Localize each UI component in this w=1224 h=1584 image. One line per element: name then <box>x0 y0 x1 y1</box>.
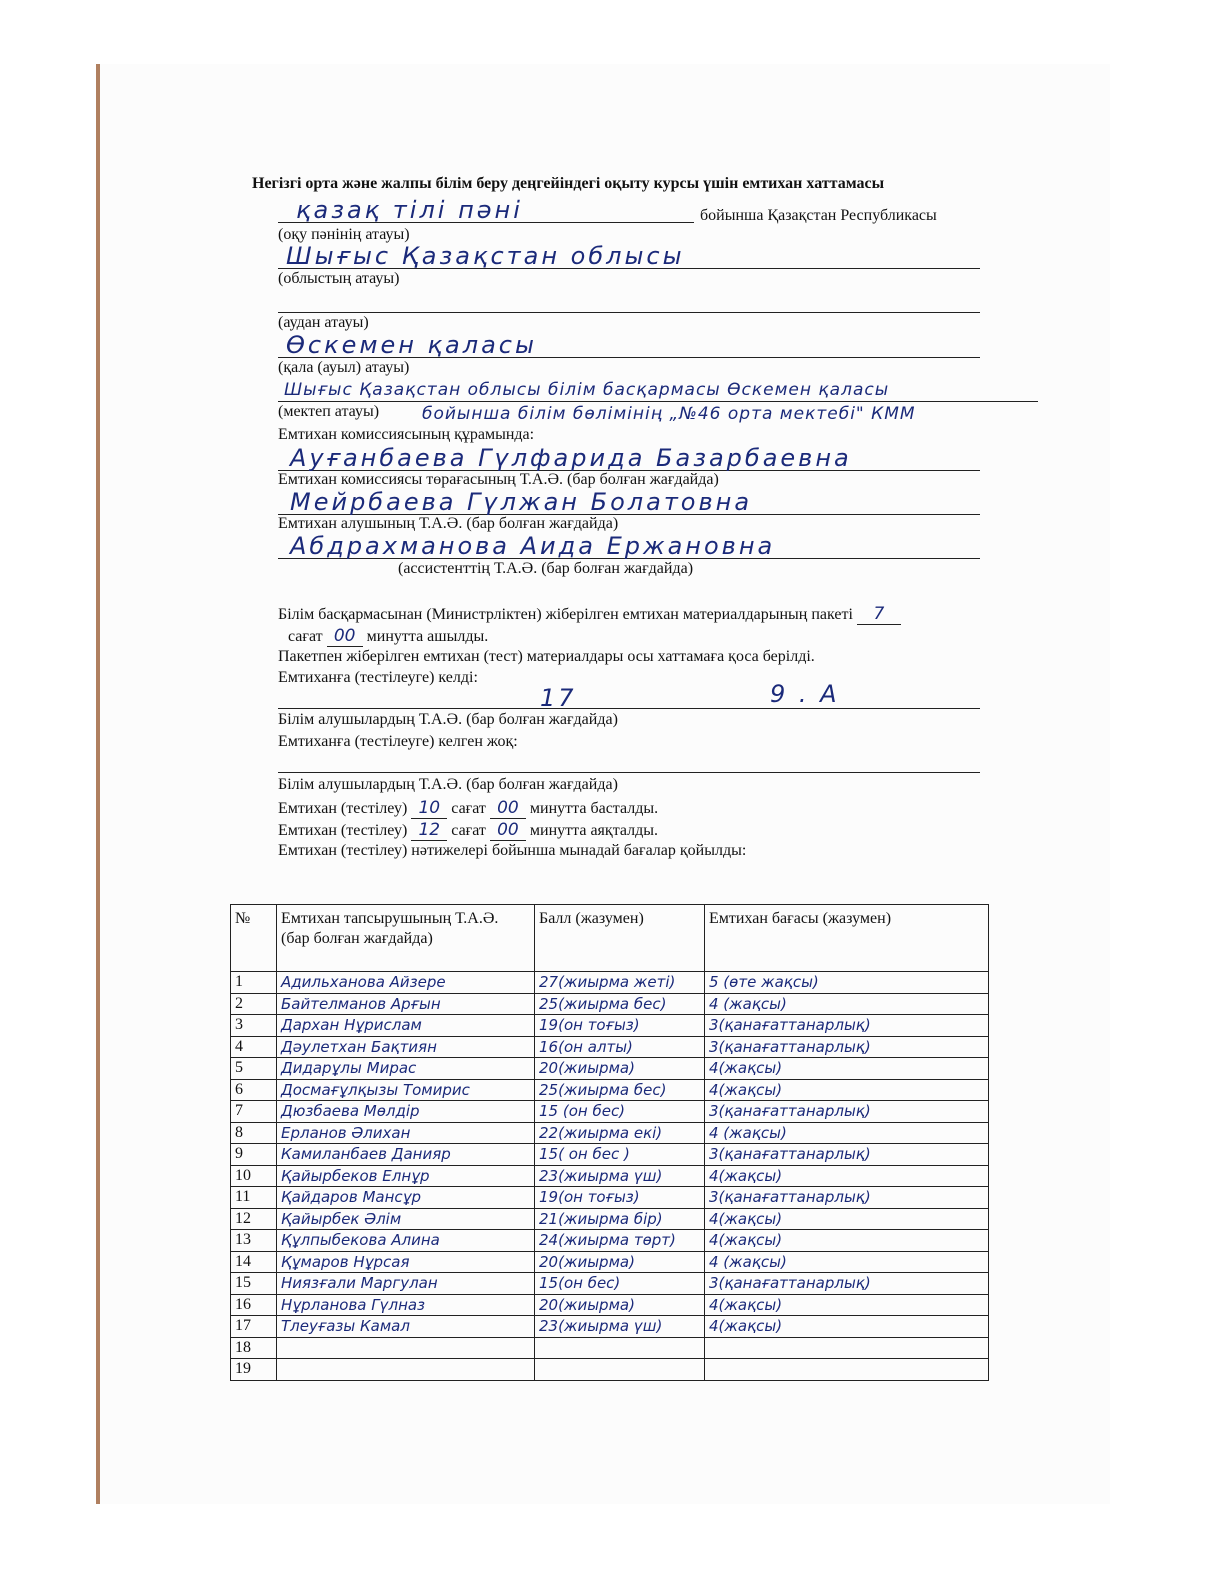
student-name: Тлеуғазы Камал <box>277 1316 535 1338</box>
district-line <box>278 312 980 313</box>
start-prefix: Емтихан (тестілеу) <box>278 800 408 817</box>
attended-count: 17 <box>540 684 577 712</box>
table-row <box>231 1144 989 1166</box>
start-time <box>278 798 658 819</box>
student-score: 19(он тоғыз) <box>535 1015 705 1037</box>
subject-suffix: бойынша Қазақстан Республикасы <box>700 207 937 224</box>
student-grade: 4 (жақсы) <box>705 1122 989 1144</box>
student-grade: 5 (өте жақсы) <box>705 972 989 994</box>
student-grade: 3(қанағаттанарлық) <box>705 1015 989 1037</box>
table-row <box>231 1036 989 1058</box>
grades-table <box>230 904 989 1381</box>
row-number: 3 <box>231 1015 277 1037</box>
row-number: 6 <box>231 1079 277 1101</box>
end-minute-value: 00 <box>497 820 519 840</box>
student-name: Ниязғали Маргулан <box>277 1273 535 1295</box>
row-number: 1 <box>231 972 277 994</box>
header-score: Балл (жазумен) <box>535 905 705 972</box>
table-row <box>231 1165 989 1187</box>
row-number: 4 <box>231 1036 277 1058</box>
grades-body <box>231 972 989 1381</box>
header-name: Емтихан тапсырушының Т.А.Ә. (бар болған жағдайда) <box>277 905 535 972</box>
package-text-before: Білім басқармасынан (Министрліктен) жіберілген емтихан материалдарының пакеті <box>278 606 853 623</box>
student-name: Досмағұлқызы Томирис <box>277 1079 535 1101</box>
package-hour-blank <box>857 604 901 625</box>
row-number: 19 <box>231 1359 277 1381</box>
package-attached: Пакетпен жіберілген емтихан (тест) материалдары осы хаттамаға қоса берілді. <box>278 648 815 665</box>
student-score: 19(он тоғыз) <box>535 1187 705 1209</box>
student-name <box>277 1359 535 1381</box>
student-score: 22(жиырма екі) <box>535 1122 705 1144</box>
school-value-line2: бойынша білім бөлімінің „№46 орта мектебі" КММ <box>422 404 916 424</box>
start-minute-blank <box>490 798 526 819</box>
student-name: Қайдаров Мансұр <box>277 1187 535 1209</box>
student-name: Нұрланова Гүлназ <box>277 1294 535 1316</box>
table-header-row <box>231 905 989 972</box>
student-grade: 4(жақсы) <box>705 1316 989 1338</box>
row-number: 17 <box>231 1316 277 1338</box>
row-number: 18 <box>231 1337 277 1359</box>
attended-label: Емтиханға (тестілеуге) келді: <box>278 669 478 686</box>
assistant-value: Абдрахманова Аида Ержановна <box>290 532 776 560</box>
student-grade <box>705 1337 989 1359</box>
absent-line <box>278 772 980 773</box>
row-number: 15 <box>231 1273 277 1295</box>
student-score: 20(жиырма) <box>535 1058 705 1080</box>
table-row <box>231 1273 989 1295</box>
package-minute-text: минутта ашылды. <box>366 628 489 645</box>
region-value: Шығыс Қазақстан облысы <box>286 242 685 270</box>
end-time <box>278 820 658 841</box>
table-row <box>231 1079 989 1101</box>
row-number: 5 <box>231 1058 277 1080</box>
absent-label: Емтиханға (тестілеуге) келген жоқ: <box>278 733 518 750</box>
student-grade: 4 (жақсы) <box>705 1251 989 1273</box>
row-number: 9 <box>231 1144 277 1166</box>
results-text: Емтихан (тестілеу) нәтижелері бойынша мынадай бағалар қойылды: <box>278 842 747 859</box>
row-number: 14 <box>231 1251 277 1273</box>
student-grade: 3(қанағаттанарлық) <box>705 1273 989 1295</box>
row-number: 16 <box>231 1294 277 1316</box>
student-score: 27(жиырма жеті) <box>535 972 705 994</box>
package-hour-label: сағат <box>288 628 323 645</box>
attended-line <box>278 708 980 709</box>
district-caption: (аудан атауы) <box>278 314 369 331</box>
student-grade: 4(жақсы) <box>705 1058 989 1080</box>
header-grade: Емтихан бағасы (жазумен) <box>705 905 989 972</box>
student-name: Қайырбек Әлім <box>277 1208 535 1230</box>
document-title: Негізгі орта және жалпы білім беру деңгейіндегі оқыту курсы үшін емтихан хаттамасы <box>252 175 885 192</box>
student-score: 15( он бес ) <box>535 1144 705 1166</box>
table-row <box>231 1187 989 1209</box>
subject-caption: (оқу пәнінің атауы) <box>278 226 410 243</box>
attended-class: 9 . А <box>770 680 840 708</box>
student-score: 23(жиырма үш) <box>535 1316 705 1338</box>
city-value: Өскемен қаласы <box>286 331 537 359</box>
student-score: 20(жиырма) <box>535 1294 705 1316</box>
end-hour-value: 12 <box>418 820 441 840</box>
student-grade: 4(жақсы) <box>705 1079 989 1101</box>
table-row <box>231 1359 989 1381</box>
student-name <box>277 1337 535 1359</box>
student-score: 15 (он бес) <box>535 1101 705 1123</box>
row-number: 7 <box>231 1101 277 1123</box>
table-row <box>231 1251 989 1273</box>
header-number: № <box>231 905 277 972</box>
assistant-caption: (ассистенттің Т.А.Ә. (бар болған жағдайда) <box>398 560 694 577</box>
table-row <box>231 1316 989 1338</box>
row-number: 10 <box>231 1165 277 1187</box>
row-number: 2 <box>231 993 277 1015</box>
end-minute-blank <box>490 820 526 841</box>
end-hour-label: сағат <box>451 822 486 839</box>
student-name: Камиланбаев Данияр <box>277 1144 535 1166</box>
end-prefix: Емтихан (тестілеу) <box>278 822 408 839</box>
city-caption: (қала (ауыл) атауы) <box>278 359 410 376</box>
student-score: 16(он алты) <box>535 1036 705 1058</box>
student-grade: 3(қанағаттанарлық) <box>705 1187 989 1209</box>
student-name: Дидарұлы Мирас <box>277 1058 535 1080</box>
student-grade: 3(қанағаттанарлық) <box>705 1144 989 1166</box>
table-row <box>231 1101 989 1123</box>
package-minute-blank <box>327 626 363 647</box>
table-row <box>231 1015 989 1037</box>
school-caption: (мектеп атауы) <box>278 403 380 420</box>
student-score <box>535 1337 705 1359</box>
student-name: Дюзбаева Мөлдір <box>277 1101 535 1123</box>
student-score: 21(жиырма бір) <box>535 1208 705 1230</box>
student-grade: 4(жақсы) <box>705 1230 989 1252</box>
student-score <box>535 1359 705 1381</box>
student-grade <box>705 1359 989 1381</box>
school-line <box>278 401 1038 402</box>
student-grade: 3(қанағаттанарлық) <box>705 1036 989 1058</box>
student-score: 25(жиырма бес) <box>535 993 705 1015</box>
student-grade: 4(жақсы) <box>705 1165 989 1187</box>
start-hour-blank <box>411 798 447 819</box>
subject-value: қазақ тілі пәні <box>296 196 523 224</box>
student-score: 24(жиырма төрт) <box>535 1230 705 1252</box>
table-row <box>231 972 989 994</box>
student-name: Қайырбеков Елнұр <box>277 1165 535 1187</box>
commission-heading: Емтихан комиссиясының құрамында: <box>278 426 535 443</box>
region-caption: (облыстың атауы) <box>278 270 400 287</box>
student-name: Дәулетхан Бақтиян <box>277 1036 535 1058</box>
student-score: 23(жиырма үш) <box>535 1165 705 1187</box>
student-name: Құлпыбекова Алина <box>277 1230 535 1252</box>
school-value-line1: Шығыс Қазақстан облысы білім басқармасы Өскемен қаласы <box>284 380 890 400</box>
package-text <box>278 604 901 625</box>
table-row <box>231 1208 989 1230</box>
student-grade: 4(жақсы) <box>705 1294 989 1316</box>
table-row <box>231 993 989 1015</box>
start-suffix: минутта басталды. <box>529 800 659 817</box>
student-name: Байтелманов Арғын <box>277 993 535 1015</box>
chair-value: Ауғанбаева Гүлфарида Базарбаевна <box>290 444 852 472</box>
table-row <box>231 1058 989 1080</box>
student-name: Адильханова Айзере <box>277 972 535 994</box>
student-name: Дархан Нұрислам <box>277 1015 535 1037</box>
paper-edge <box>96 64 100 1504</box>
start-minute-value: 00 <box>497 798 519 818</box>
table-row <box>231 1294 989 1316</box>
student-score: 25(жиырма бес) <box>535 1079 705 1101</box>
start-hour-label: сағат <box>451 800 486 817</box>
end-hour-blank <box>411 820 447 841</box>
package-minute-value: 00 <box>333 626 356 646</box>
end-suffix: минутта аяқталды. <box>529 822 658 839</box>
package-time <box>288 626 488 647</box>
chair-caption: Емтихан комиссиясы төрағасының Т.А.Ә. (бар болған жағдайда) <box>278 471 719 488</box>
student-grade: 4 (жақсы) <box>705 993 989 1015</box>
examiner-value: Мейрбаева Гүлжан Болатовна <box>290 488 753 516</box>
table-row <box>231 1337 989 1359</box>
row-number: 8 <box>231 1122 277 1144</box>
student-grade: 4(жақсы) <box>705 1208 989 1230</box>
student-grade: 3(қанағаттанарлық) <box>705 1101 989 1123</box>
start-hour-value: 10 <box>418 798 441 818</box>
row-number: 12 <box>231 1208 277 1230</box>
examiner-caption: Емтихан алушының Т.А.Ә. (бар болған жағдайда) <box>278 515 619 532</box>
absent-caption: Білім алушылардың Т.А.Ә. (бар болған жағдайда) <box>278 776 618 793</box>
student-name: Құмаров Нұрсая <box>277 1251 535 1273</box>
row-number: 13 <box>231 1230 277 1252</box>
package-hour-value: 7 <box>873 604 885 624</box>
student-name: Ерланов Әлихан <box>277 1122 535 1144</box>
table-row <box>231 1122 989 1144</box>
row-number: 11 <box>231 1187 277 1209</box>
student-score: 15(он бес) <box>535 1273 705 1295</box>
student-score: 20(жиырма) <box>535 1251 705 1273</box>
attended-caption: Білім алушылардың Т.А.Ә. (бар болған жағдайда) <box>278 711 618 728</box>
table-row <box>231 1230 989 1252</box>
